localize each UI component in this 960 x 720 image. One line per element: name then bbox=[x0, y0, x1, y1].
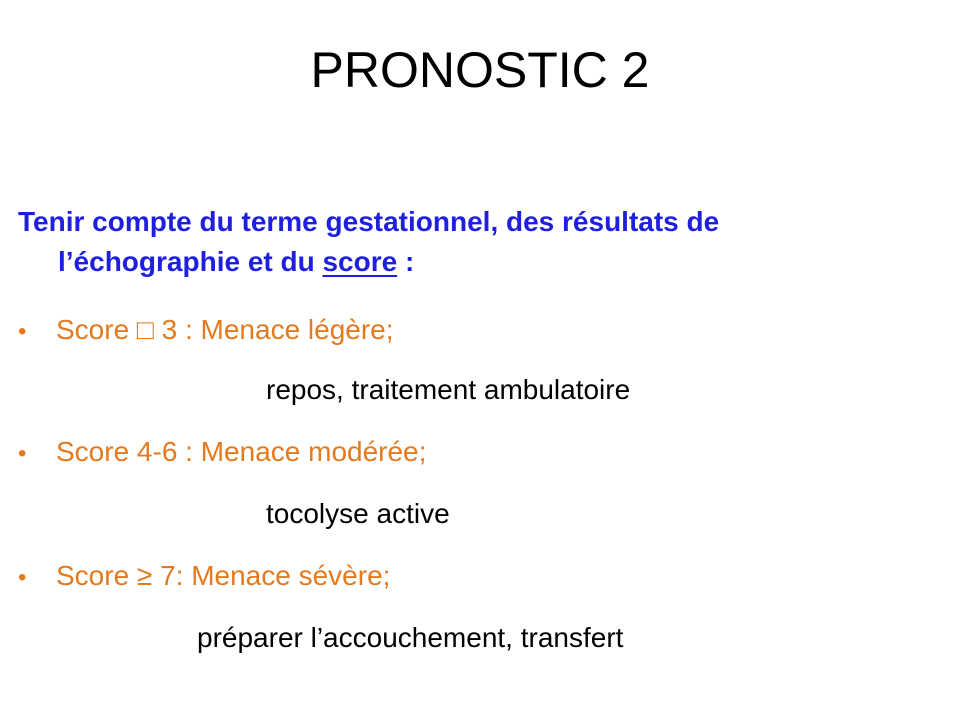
bullet-text: Score □ 3 : Menace légère; bbox=[56, 314, 394, 345]
bullet-text: Score 4-6 : Menace modérée; bbox=[56, 436, 427, 467]
bullet-item-moderate bbox=[18, 432, 426, 474]
bullet-marker: • bbox=[18, 440, 27, 467]
bullet-marker: • bbox=[18, 564, 27, 591]
intro-line-2-end: : bbox=[397, 246, 415, 277]
bullet-item-mild bbox=[18, 310, 394, 352]
bullet-marker: • bbox=[18, 318, 27, 345]
intro-line-1: Tenir compte du terme gestationnel, des résultats de bbox=[18, 206, 720, 237]
sub-item-severe: préparer l’accouchement, transfert bbox=[197, 622, 624, 653]
intro-line-2 bbox=[18, 242, 878, 282]
intro-paragraph bbox=[18, 202, 878, 282]
intro-line-2-text: l’échographie et du bbox=[58, 246, 323, 277]
bullet-item-severe bbox=[18, 556, 390, 598]
intro-underlined-score: score bbox=[322, 246, 398, 277]
bullet-text: Score ≥ 7: Menace sévère; bbox=[56, 560, 391, 591]
sub-item-moderate: tocolyse active bbox=[266, 498, 450, 529]
slide-title: PRONOSTIC 2 bbox=[310, 42, 650, 98]
sub-item-mild: repos, traitement ambulatoire bbox=[266, 374, 631, 405]
